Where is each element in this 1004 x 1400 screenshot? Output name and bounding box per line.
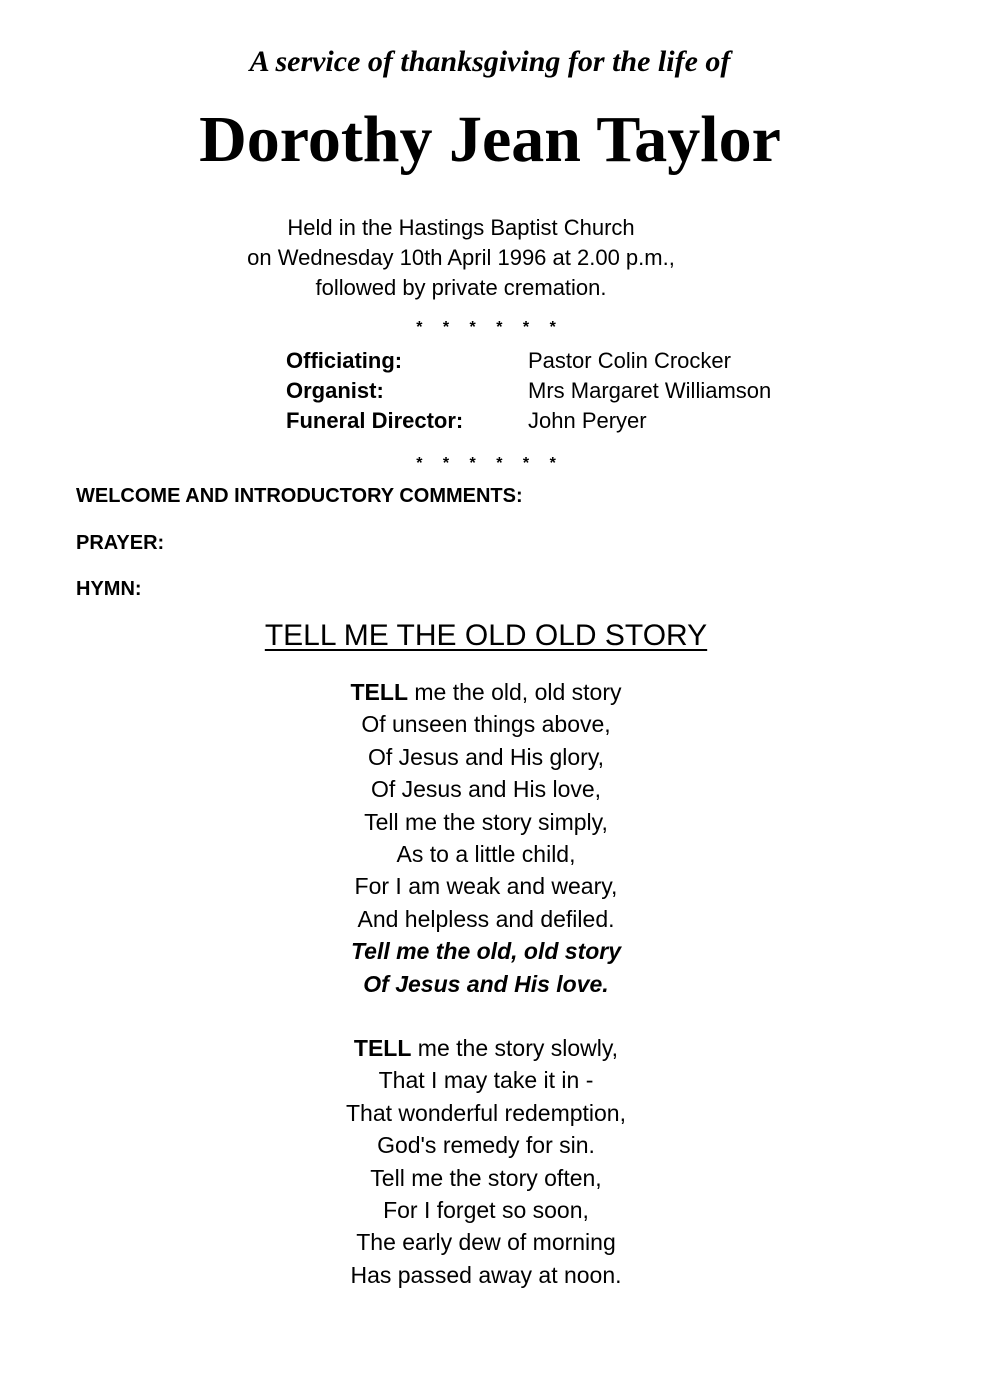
order-item-hymn: HYMN: bbox=[76, 578, 142, 600]
role-value: John Peryer bbox=[528, 408, 647, 433]
verse-line: As to a little child, bbox=[396, 840, 576, 867]
service-intro: A service of thanksgiving for the life of bbox=[249, 45, 731, 78]
role-row-funeral-director bbox=[286, 406, 771, 436]
verse-first-word: TELL bbox=[350, 679, 408, 705]
role-label: Organist: bbox=[286, 378, 384, 403]
verse-line: Has passed away at noon. bbox=[350, 1261, 622, 1288]
separator-stars: * * * * * * bbox=[416, 455, 564, 472]
verse-line bbox=[0, 1032, 972, 1064]
role-label: Officiating: bbox=[286, 348, 403, 373]
order-item-welcome: WELCOME AND INTRODUCTORY COMMENTS: bbox=[76, 485, 523, 507]
verse-line: And helpless and defiled. bbox=[357, 905, 615, 932]
verse-line-rest: me the old, old story bbox=[408, 679, 622, 705]
service-location: Held in the Hastings Baptist Church bbox=[287, 215, 635, 240]
verse-line: The early dew of morning bbox=[356, 1229, 616, 1256]
verse-line: Tell me the story simply, bbox=[364, 808, 608, 835]
verse-line: That wonderful redemption, bbox=[346, 1099, 626, 1126]
verse-line: Of Jesus and His glory, bbox=[367, 743, 605, 770]
verse-line: For I am weak and weary, bbox=[354, 873, 618, 900]
deceased-name: Dorothy Jean Taylor bbox=[199, 103, 781, 176]
role-row-officiating bbox=[286, 346, 771, 376]
verse-line: For I forget so soon, bbox=[383, 1196, 589, 1223]
roles-list bbox=[286, 346, 771, 436]
verse-line-rest: me the story slowly, bbox=[411, 1035, 619, 1061]
verse-first-word: TELL bbox=[353, 1035, 412, 1061]
role-value: Pastor Colin Crocker bbox=[528, 348, 731, 373]
chorus-line: Tell me the old, old story bbox=[350, 938, 622, 965]
service-details bbox=[0, 213, 922, 303]
verse-line: That I may take it in - bbox=[378, 1067, 594, 1094]
verse-line: Of Jesus and His love, bbox=[370, 776, 602, 803]
service-cremation-note: followed by private cremation. bbox=[315, 275, 607, 300]
verse-line: Of unseen things above, bbox=[361, 711, 611, 738]
order-item-prayer: PRAYER: bbox=[76, 532, 165, 554]
verse-line: God's remedy for sin. bbox=[377, 1132, 595, 1159]
role-row-organist bbox=[286, 376, 771, 406]
role-value: Mrs Margaret Williamson bbox=[528, 378, 772, 403]
verse-line bbox=[0, 676, 972, 708]
chorus-line: Of Jesus and His love. bbox=[363, 970, 609, 997]
hymn-title bbox=[0, 616, 972, 656]
service-date-time: on Wednesday 10th April 1996 at 2.00 p.m., bbox=[247, 245, 675, 270]
role-label: Funeral Director: bbox=[286, 408, 464, 433]
hymn-title-text: TELL ME THE OLD OLD STORY bbox=[264, 619, 708, 652]
hymn-verse-2 bbox=[0, 1032, 972, 1291]
verse-line: Tell me the story often, bbox=[370, 1164, 602, 1191]
hymn-verse-1 bbox=[0, 676, 972, 1000]
separator-stars: * * * * * * bbox=[416, 319, 564, 336]
